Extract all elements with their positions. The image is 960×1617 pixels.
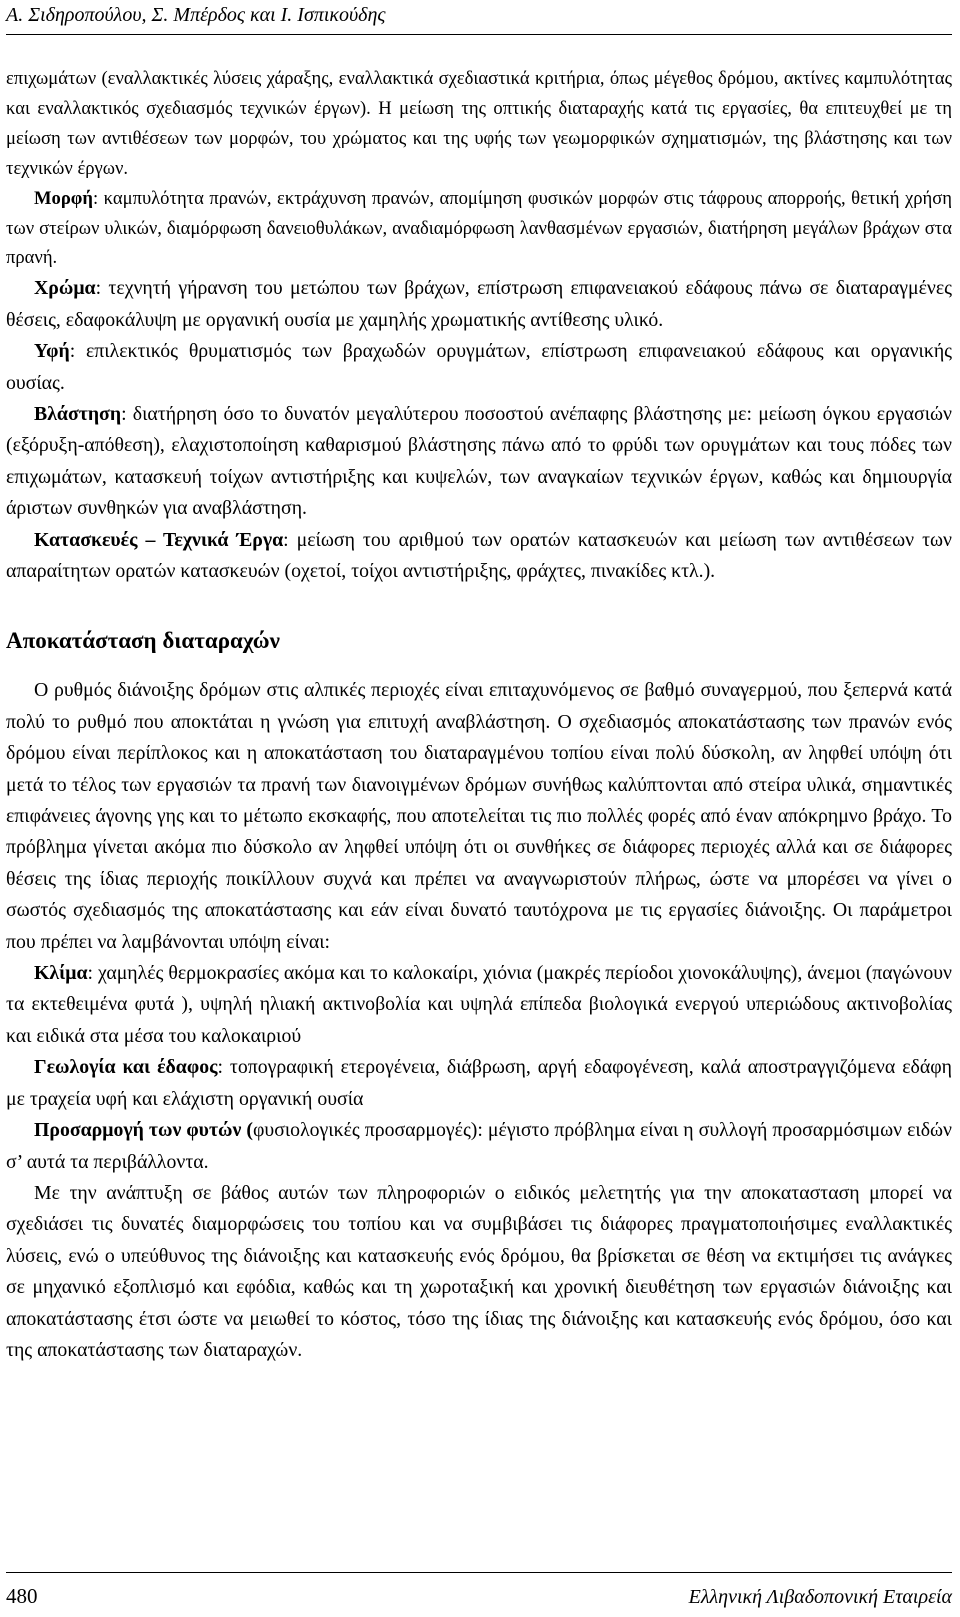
parameter-climate (6, 958, 952, 1052)
measure-term: Βλάστηση (34, 402, 122, 425)
body-text (6, 64, 952, 1366)
measure-vegetation (6, 399, 952, 525)
footer-publisher: Ελληνική Λιβαδοπονική Εταιρεία (688, 1586, 952, 1608)
measure-term: Υφή (34, 340, 70, 363)
header-rule (6, 34, 952, 35)
measure-text: : μείωση του αριθμού των ορατών κατασκευών και μείωση των αντιθέσεων των απαραίτητων ορατών κατασκευών (οχετοί, τοίχοι αντιστήριξης, φράχτες, πινακίδες κτλ.). (6, 528, 952, 582)
parameter-term: Γεωλογία και έδαφος (34, 1056, 218, 1079)
parameter-term: Κλίμα (34, 962, 88, 985)
parameter-text: : χαμηλές θερμοκρασίες ακόμα και το καλοκαίρι, χιόνια (μακρές περίοδοι χιονοκάλυψης), άνεμοι (παγώνουν τα εκτεθειμένα φυτά ), υψηλή ηλιακή ακτινοβολία και υψηλά επίπεδα βιολογικά ενεργού υπεριώδους ακτινοβολίας και ειδικά στα μέσα του καλοκαιριού (6, 962, 952, 1047)
measure-term: Χρώμα (34, 277, 96, 300)
measure-term: Μορφή (34, 187, 93, 209)
measure-text: : καμπυλότητα πρανών, εκτράχυνση πρανών, απομίμηση φυσικών μορφών στις τάφρους απορροής, θετική χρήση των στείρων υλικών, διαμόρφωση δανειοθυλάκων, αναδιαμόρφωση λανθασμένων εργασιών, διατήρηση μεγάλων βράχων στα πρανή. (6, 187, 952, 269)
parameter-geology (6, 1052, 952, 1115)
footer-rule (6, 1572, 952, 1573)
measure-color (6, 273, 952, 336)
page-number: 480 (6, 1584, 38, 1608)
running-header-authors: Α. Σιδηροπούλου, Σ. Μπέρδος και Ι. Ισπικούδης (6, 4, 386, 26)
main-paragraph: Ο ρυθμός διάνοιξης δρόμων στις αλπικές περιοχές είναι επιταχυνόμενος σε βαθμό συναγερμού, που ξεπερνά κατά πολύ το ρυθμό που αποκτάται η γνώση για επιτυχή αναβλάστηση. Ο σχεδιασμός αποκατάστασης των πρανών ενός δρόμου είναι περίπλοκος και η αποκατάσταση του διαταραγμένου τοπίου είναι πολύ δύσκολη, αν ληφθεί υπόψη ότι μετά το τέλος των εργασιών τα πρανή των διανοιγμένων δρόμων συνήθως καλύπτονται από στείρα υλικά, σημαντικές επιφάνειες άγονης γης και το μέτωπο εκσκαφής, που αποτελείται τις πιο πολλές φορές από έναν απόκρημνο βράχο. Το πρόβλημα γίνεται ακόμα πιο δύσκολο αν ληφθεί υπόψη ότι οι συνθήκες σε διάφορες περιοχές αλλά και σε διάφορες θέσεις της ίδιας περιοχής ποικίλλουν συχνά και πρέπει να αναγνωριστούν πλήρως, ώστε να μπορέσει να γίνει ο σωστός σχεδιασμός της αποκατάστασης και εάν είναι δυνατό ταυτόχρονα με τις εργασίες διάνοιξης. Οι παράμετροι που πρέπει να λαμβάνονται υπόψη είναι: (6, 679, 952, 953)
intro-paragraph: επιχωμάτων (εναλλακτικές λύσεις χάραξης, εναλλακτικά σχεδιαστικά κριτήρια, όπως μέγεθος δρόμου, ακτίνες καμπυλότητας και εναλλακτικός σχεδιασμός τεχνικών έργων). Η μείωση της οπτικής διαταραχής κατά τις εργασίες, θα επιτευχθεί με τη μείωση των αντιθέσεων των μορφών, του χρώματος και της υφής των γεωμορφικών σχηματισμών, της βλάστησης και των τεχνικών έργων. (6, 68, 952, 179)
section-heading: Αποκατάσταση διαταραχών (6, 628, 280, 654)
measure-text: : επιλεκτικός θρυματισμός των βραχωδών ορυγμάτων, επίστρωση επιφανειακού εδάφους και οργανικής ουσίας. (6, 340, 952, 394)
measure-structures (6, 525, 952, 588)
parameter-adaptation (6, 1115, 952, 1178)
closing-paragraph: Με την ανάπτυξη σε βάθος αυτών των πληροφοριών ο ειδικός μελετητής για την αποκατασταση μπορεί να σχεδιάσει τις δυνατές διαμορφώσεις του τοπίου και να συμβιβάσει τις διάφορες πραγματοποιήσιμες εναλλακτικές λύσεις, ενώ ο υπεύθυνος της διάνοιξης και κατασκευής ενός δρόμου, θα βρίσκεται σε θέση να εκτιμήσει τις ανάγκες σε μηχανικό εξοπλισμό και εφόδια, καθώς και τη χωροταξική και χρονική διευθέτηση των εργασιών διάνοιξης και αποκατάστασης έτσι ώστε να μειωθεί το κόστος, τόσο της ίδιας της διάνοιξης και κατασκευής ενός δρόμου, όσο και της αποκατάστασης των διαταραχών. (6, 1181, 952, 1361)
parameter-text: : τοπογραφική ετερογένεια, διάβρωση, αργή εδαφογένεση, καλά αποστραγγιζόμενα εδάφη με τραχεία υφή και ελάχιστη οργανική ουσία (6, 1056, 952, 1110)
parameter-term: Προσαρμογή των φυτών ( (34, 1119, 253, 1142)
measure-text: : διατήρηση όσο το δυνατόν μεγαλύτερου ποσοστού ανέπαφης βλάστησης με: μείωση όγκου εργασιών (εξόρυξη-απόθεση), ελαχιστοποίηση καθαρισμού βλάστησης πάνω από το φρύδι των ορυγμάτων και τους πόδες των επιχωμάτων, κατασκευή τοίχων αντιστήριξης και κυψελών, των αναγκαίων τεχνικών έργων, καθώς και δημιουργία άριστων συνθηκών για αναβλάστηση. (6, 402, 952, 520)
measure-text: : τεχνητή γήρανση του μετώπου των βράχων, επίστρωση επιφανειακού εδάφους πάνω σε διαταραγμένες θέσεις, εδαφοκάλυψη με οργανική ουσία με χαμηλής χρωματικής αντίθεσης υλικό. (6, 277, 952, 331)
parameter-text: φυσιολογικές προσαρμογές): μέγιστο πρόβλημα είναι η συλλογή προσαρμόσιμων ειδών σ’ αυτά τα περιβάλλοντα. (6, 1119, 952, 1173)
measure-form (6, 184, 952, 274)
measure-term: Κατασκευές – Τεχνικά Έργα (34, 528, 284, 551)
measure-texture (6, 336, 952, 399)
